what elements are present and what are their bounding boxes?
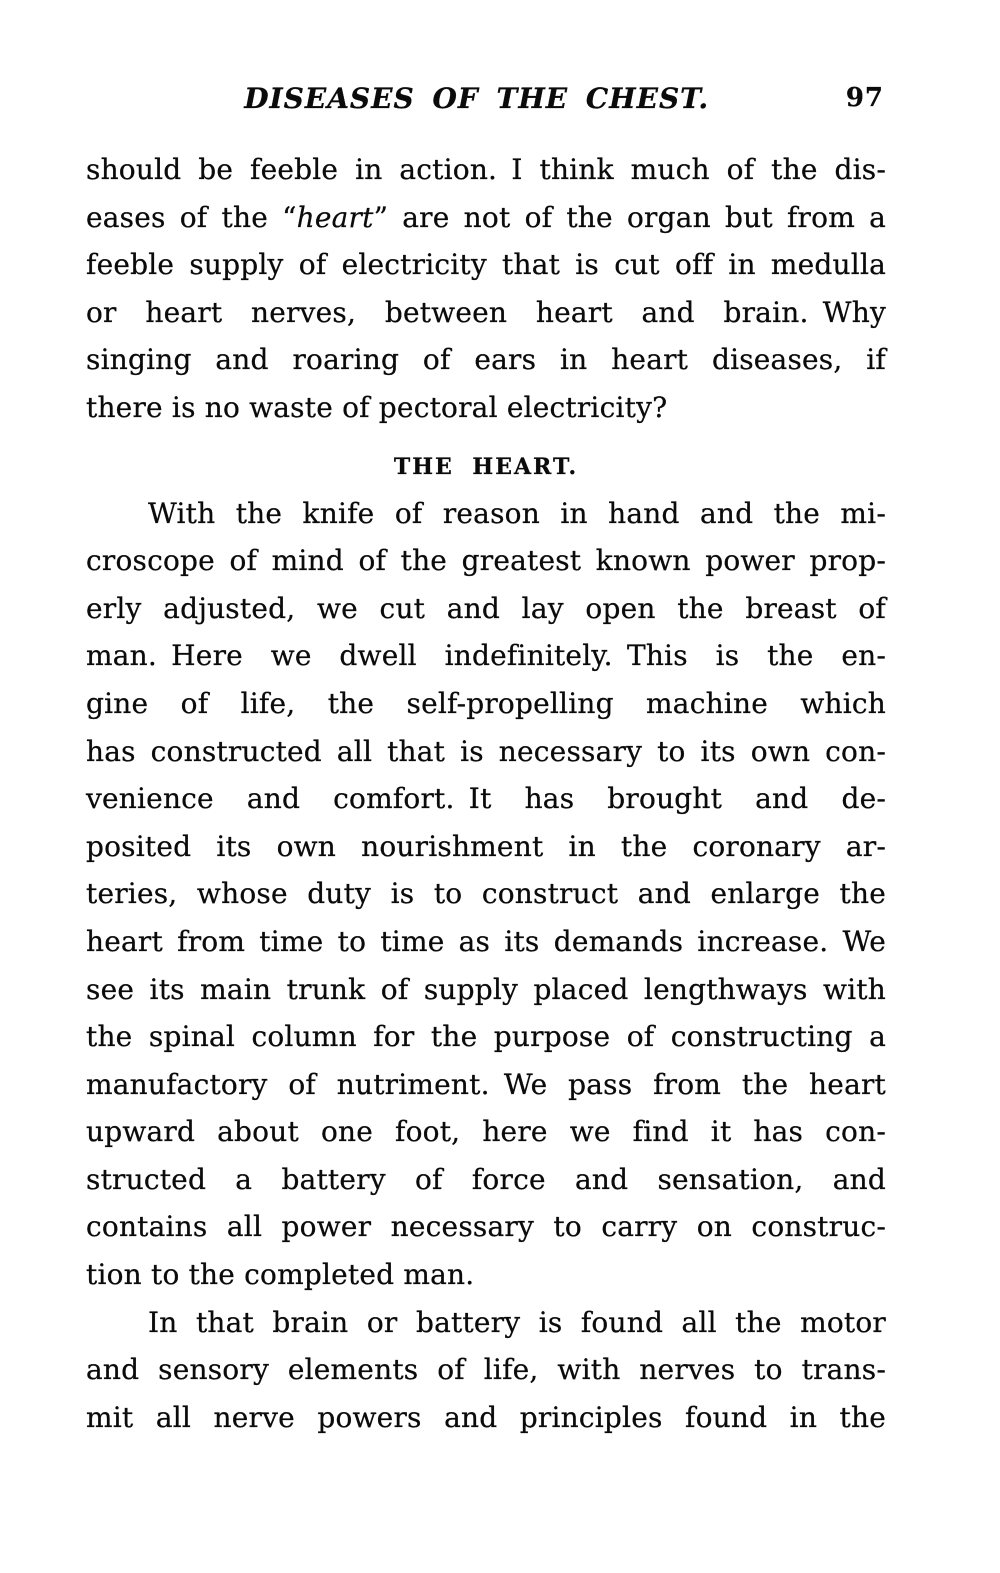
text-line: gine of life, the self-propelling machine which bbox=[86, 686, 886, 720]
text-line: venience and comfort. It has brought and de- bbox=[86, 782, 886, 816]
text-line: mit all nerve powers and principles found in the bbox=[86, 1400, 886, 1434]
text-line: croscope of mind of the greatest known power prop- bbox=[86, 544, 886, 578]
paragraph bbox=[86, 1299, 886, 1442]
text-line: erly adjusted, we cut and lay open the breast of bbox=[86, 591, 886, 625]
text-line: has constructed all that is necessary to its own con- bbox=[86, 734, 886, 768]
content bbox=[86, 146, 886, 1441]
text-line: manufactory of nutriment. We pass from the heart bbox=[86, 1067, 886, 1101]
section-heading: THE HEART. bbox=[393, 453, 579, 480]
text-line: eases of the “heart” are not of the organ but from a bbox=[86, 200, 887, 234]
text-line: In that brain or battery is found all the motor bbox=[148, 1305, 886, 1339]
page-header bbox=[86, 82, 886, 124]
text-line: tion to the completed man. bbox=[86, 1258, 475, 1292]
text-line: and sensory elements of life, with nerves to trans- bbox=[86, 1353, 886, 1387]
text-line: feeble supply of electricity that is cut off in medulla bbox=[86, 248, 886, 282]
text-line: man. Here we dwell indefinitely. This is the en- bbox=[86, 639, 886, 673]
text-line: there is no waste of pectoral electricity? bbox=[86, 390, 668, 424]
page-number: 97 bbox=[845, 83, 884, 113]
text-line: singing and roaring of ears in heart diseases, if bbox=[86, 343, 886, 377]
paragraph bbox=[86, 490, 886, 1299]
paragraph bbox=[86, 146, 886, 432]
text-line: posited its own nourishment in the coronary ar- bbox=[86, 829, 886, 863]
text-line: contains all power necessary to carry on construc- bbox=[86, 1210, 886, 1244]
text-line: teries, whose duty is to construct and enlarge the bbox=[86, 877, 886, 911]
text-line: upward about one foot, here we find it has con- bbox=[86, 1115, 886, 1149]
text-line: the spinal column for the purpose of constructing a bbox=[86, 1020, 886, 1054]
text-line: see its main trunk of supply placed lengthways with bbox=[86, 972, 886, 1006]
text-line: should be feeble in action. I think much of the dis- bbox=[86, 153, 886, 186]
running-header-title: DISEASES OF THE CHEST. bbox=[244, 82, 710, 115]
text-line: heart from time to time as its demands increase. We bbox=[86, 924, 886, 958]
text-line: or heart nerves, between heart and brain. Why bbox=[86, 295, 886, 329]
text-line: With the knife of reason in hand and the mi- bbox=[148, 496, 886, 530]
text-line: structed a battery of force and sensation, and bbox=[86, 1162, 886, 1196]
